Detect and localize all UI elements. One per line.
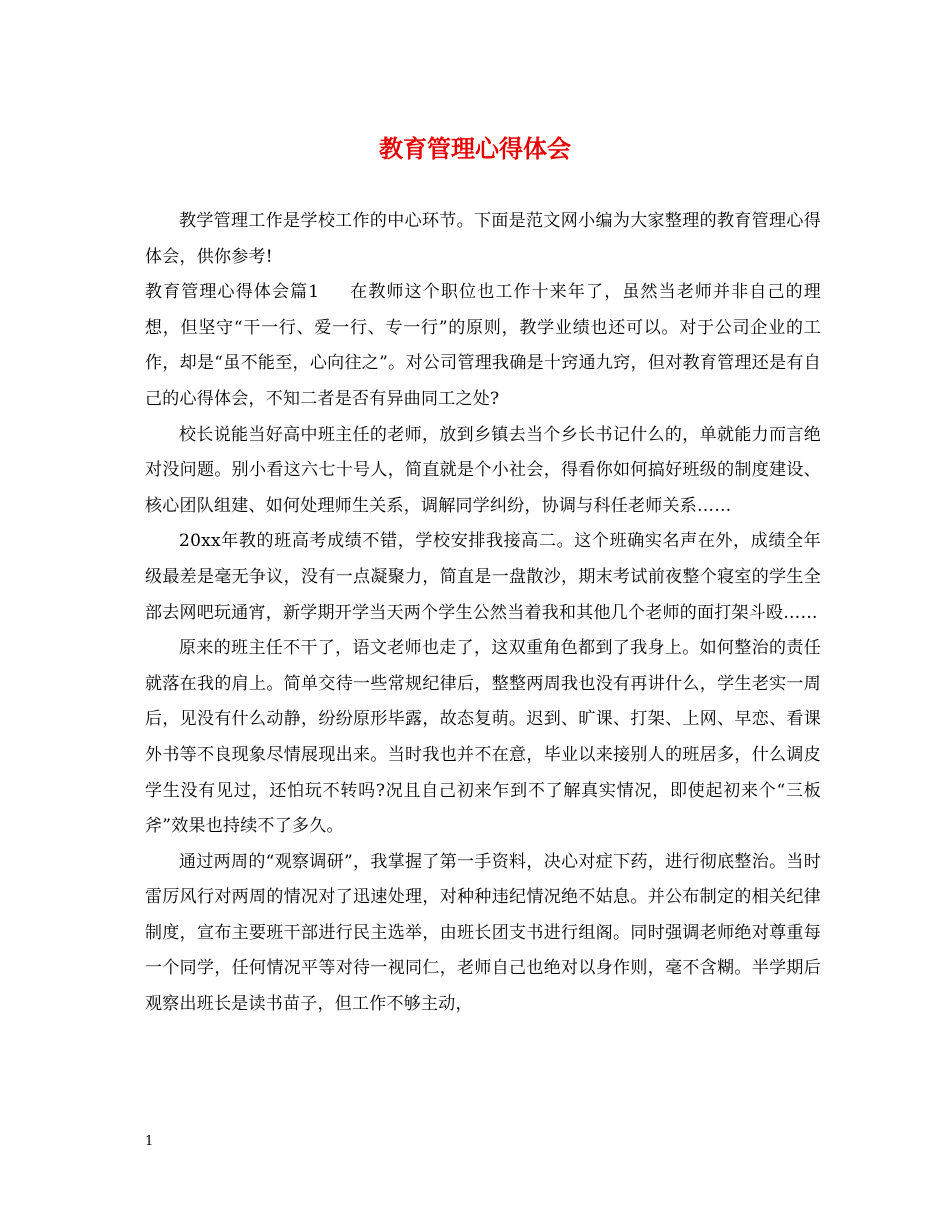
body-paragraph: 原来的班主任不干了，语文老师也走了，这双重角色都到了我身上。如何整治的责任就落在我的肩上。简单交待一些常规纪律后，整整两周我也没有再讲什么，学生老实一周后，见没有什么动静，纷纷原形毕露，故态复萌。迟到、旷课、打架、上网、早恋、看课外书等不良现象尽情展现出来。当时我也并不在意，毕业以来接别人的班居多，什么调皮学生没有见过，还怕玩不转吗?况且自己初来乍到不了解真实情况，即使起初来个“三板斧”效果也持续不了多久。 bbox=[145, 638, 821, 837]
body-paragraph: 20xx年教的班高考成绩不错，学校安排我接高二。这个班确实名声在外，成绩全年级最差是毫无争议，没有一点凝聚力，简直是一盘散沙，期末考试前夜整个寝室的学生全部去网吧玩通宵，新学期开学当天两个学生公然当着我和其他几个老师的面打架斗殴…… bbox=[145, 531, 821, 623]
section-label: 教育管理心得体会篇1 bbox=[145, 282, 320, 303]
body-paragraph: 通过两周的“观察调研”，我掌握了第一手资料，决心对症下药，进行彻底整治。当时雷厉风行对两周的情况对了迅速处理，对种种违纪情况绝不姑息。并公布制定的相关纪律制度，宣布主要班干部进行民主选举，由班长团支书进行组阁。同时强调老师绝对尊重每一个同学，任何情况平等对待一视同仁，老师自己也绝对以身作则，毫不含糊。半学期后观察出班长是读书苗子，但工作不够主动， bbox=[145, 851, 821, 1015]
section-1-first-paragraph bbox=[145, 275, 821, 417]
document-title: 教育管理心得体会 bbox=[379, 134, 571, 163]
paragraph-text: 在教师这个职位也工作十来年了，虽然当老师并非自己的理想，但坚守“干一行、爱一行、专一行”的原则，教学业绩也还可以。对于公司企业的工作，却是“虽不能至，心向往之”。对公司管理我确是十窍通九窍，但对教育管理还是有自己的心得体会，不知二者是否有异曲同工之处? bbox=[145, 282, 821, 409]
intro-paragraph: 教学管理工作是学校工作的中心环节。下面是范文网小编为大家整理的教育管理心得体会，供你参考! bbox=[145, 211, 821, 267]
document-body bbox=[145, 204, 821, 1023]
body-paragraph: 校长说能当好高中班主任的老师，放到乡镇去当个乡长书记什么的，单就能力而言绝对没问题。别小看这六七十号人，简直就是个小社会，得看你如何搞好班级的制度建设、核心团队组建、如何处理师生关系，调解同学纠纷，协调与科任老师关系…… bbox=[145, 424, 821, 516]
page-number: 1 bbox=[145, 1134, 154, 1149]
